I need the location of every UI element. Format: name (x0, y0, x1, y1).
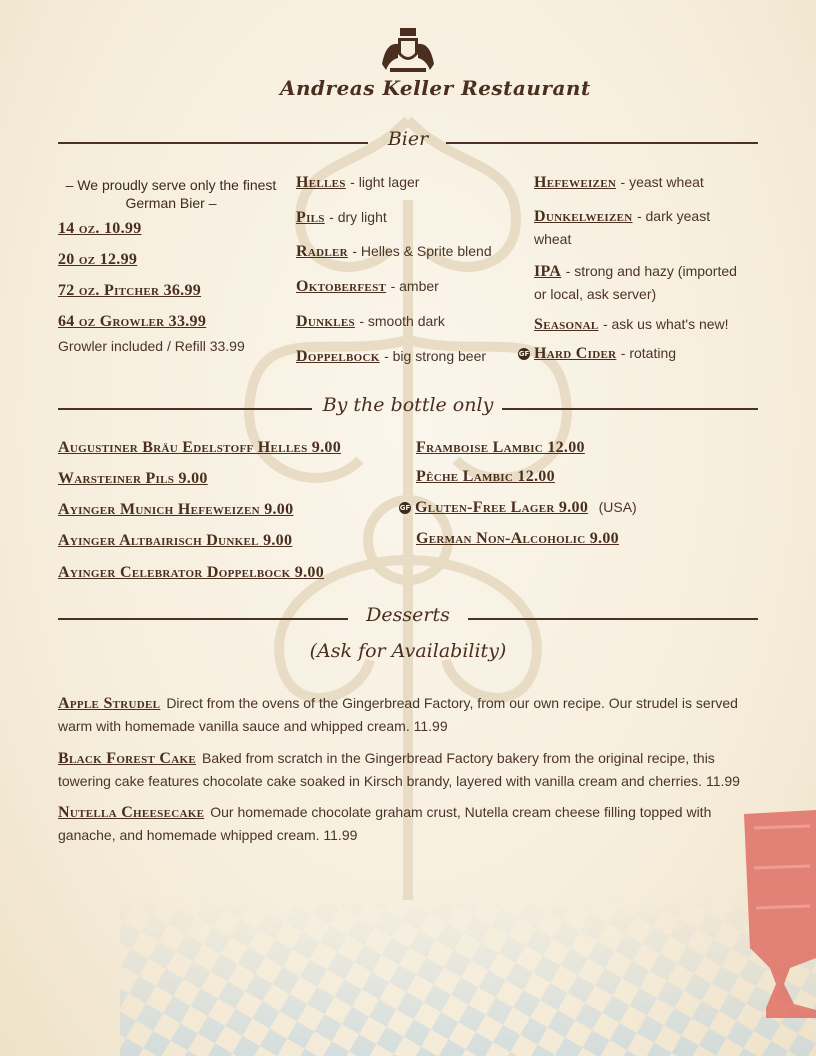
beer-item: Doppelbock - big strong beer (296, 348, 487, 365)
section-title-desserts: Desserts (366, 604, 450, 626)
restaurant-name: Andreas Keller Restaurant (280, 76, 591, 100)
beer-item: Hefeweizen - yeast wheat (534, 174, 704, 191)
dessert-item: Nutella Cheesecake Our homemade chocolate graham crust, Nutella cream cheese filling topped with ganache, and homemade whipped cream. 11.99 (58, 804, 712, 843)
beer-item: Oktoberfest - amber (296, 278, 439, 295)
beer-item: GF Hard Cider - rotating (518, 345, 677, 362)
bottle-item: GF Gluten-Free Lager 9.00 (USA) (399, 499, 637, 516)
divider (468, 618, 758, 620)
bottle-item: Pêche Lambic 12.00 (416, 468, 555, 485)
bier-intro: – We proudly serve only the finest German Bier – (65, 177, 277, 211)
coat-of-arms-icon (376, 24, 440, 76)
bottle-item: German Non-Alcoholic 9.00 (416, 530, 619, 547)
bottle-item: Ayinger Altbairisch Dunkel 9.00 (58, 532, 293, 549)
bavarian-diamond-pattern (0, 896, 816, 1056)
divider (446, 142, 758, 144)
dessert-item: Black Forest Cake Baked from scratch in the Gingerbread Factory bakery from the original recipe, this towering cake features chocolate cake soaked in Kirsch brandy, layered with vanilla cream and cherries. 11.99 (58, 750, 740, 789)
price-20oz: 20 oz 12.99 (58, 251, 138, 268)
beer-item: Dunkelweizen - dark yeast wheat (534, 208, 711, 247)
beer-item: Seasonal - ask us what's new! (534, 316, 729, 333)
section-header-bottle (58, 394, 758, 424)
bottle-item: Framboise Lambic 12.00 (416, 439, 585, 456)
beer-item: Helles - light lager (296, 174, 420, 191)
restaurant-logo (280, 24, 591, 110)
price-14oz: 14 oz. 10.99 (58, 220, 142, 237)
bottle-item: Augustiner Bräu Edelstoff Helles 9.00 (58, 439, 342, 456)
desserts-availability-note: (Ask for Availability) (309, 640, 507, 662)
bottle-item: Ayinger Celebrator Doppelbock 9.00 (58, 564, 324, 581)
dessert-item: Apple Strudel Direct from the ovens of the Gingerbread Factory, from our own recipe. Our strudel is served warm with homemade vanilla sauce and whipped cream. 11.99 (58, 695, 738, 734)
beer-item: Dunkles - smooth dark (296, 313, 445, 330)
growler-note: Growler included / Refill 33.99 (58, 338, 245, 354)
price-pitcher: 72 oz. Pitcher 36.99 (58, 282, 202, 299)
beer-item: IPA - strong and hazy (imported or local, ask server) (534, 263, 737, 302)
section-title-bottle: By the bottle only (322, 394, 494, 416)
gluten-free-icon: GF (399, 503, 411, 512)
beer-item: Pils - dry light (296, 209, 387, 226)
gluten-free-icon: GF (518, 349, 530, 358)
section-title-bier: Bier (387, 128, 429, 150)
section-header-bier (58, 128, 758, 158)
divider (502, 408, 758, 410)
price-growler: 64 oz Growler 33.99 (58, 313, 207, 330)
beer-stein-illustration (740, 808, 816, 1018)
bottle-item: Ayinger Munich Hefeweizen 9.00 (58, 501, 294, 518)
bottle-item: Warsteiner Pils 9.00 (58, 470, 208, 487)
beer-item: Radler - Helles & Sprite blend (296, 243, 492, 260)
section-header-desserts (58, 604, 758, 634)
